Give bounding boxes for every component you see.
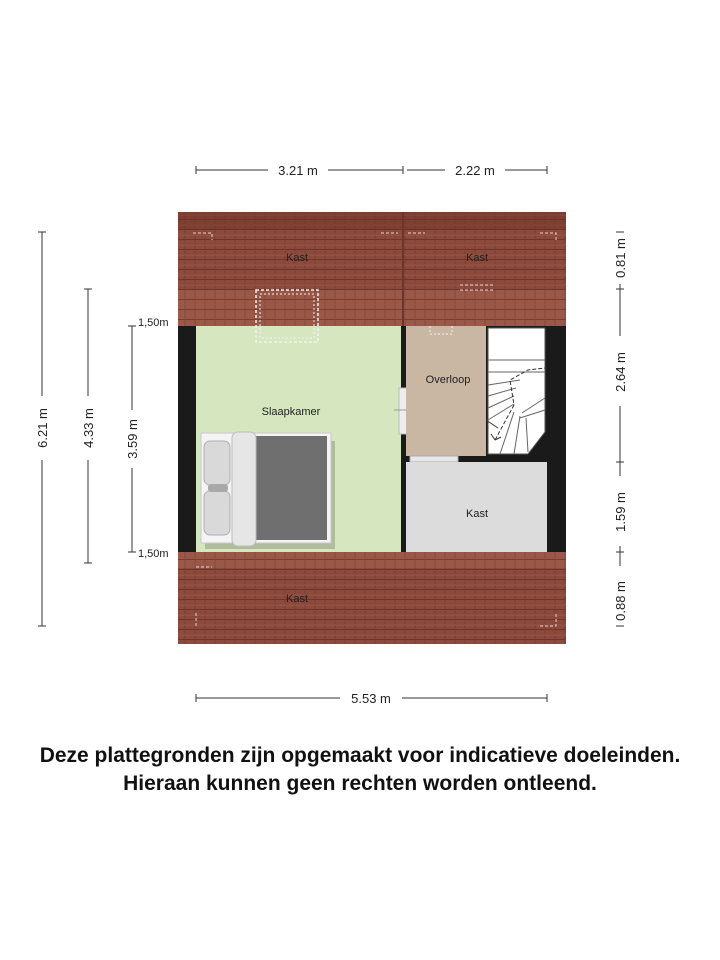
room-label-overloop: Overloop <box>425 374 471 386</box>
top-dimension <box>196 163 547 178</box>
left-dimensions <box>35 232 169 626</box>
wall-left <box>178 326 196 552</box>
room-label-kast-top-right: Kast <box>465 252 489 264</box>
dim-left-total: 6.21 m <box>35 408 50 448</box>
room-label-kast-top-left: Kast <box>285 252 309 264</box>
dim-top-left: 3.21 m <box>278 163 318 178</box>
dim-left-inner: 4.33 m <box>81 408 96 448</box>
stairs-icon <box>486 326 547 456</box>
wall-center <box>401 326 406 552</box>
overloop-floor <box>406 326 486 456</box>
dim-top-right: 2.22 m <box>455 163 495 178</box>
disclaimer-line-1: Deze plattegronden zijn opgemaakt voor indicatieve doeleinden. <box>39 744 681 767</box>
kast-middle-floor <box>406 462 547 552</box>
bed-icon <box>201 432 335 549</box>
room-label-kast-middle: Kast <box>465 508 489 520</box>
dim-right-overloop: 2.64 m <box>613 352 628 392</box>
disclaimer-line-2: Hieraan kunnen geen rechten worden ontleend. <box>123 772 597 795</box>
roof-top-edge <box>178 212 566 230</box>
room-label-slaapkamer: Slaapkamer <box>261 406 321 418</box>
dim-right-roof-top: 0.81 m <box>613 238 628 278</box>
roof-bottom-band <box>178 552 566 568</box>
height-label-bottom: 1,50m <box>138 548 169 560</box>
wall-right <box>547 326 566 552</box>
door-kast <box>410 456 458 462</box>
room-label-kast-bottom: Kast <box>285 593 309 605</box>
bottom-dimension <box>196 691 547 706</box>
dim-bottom-total: 5.53 m <box>351 691 391 706</box>
height-label-top: 1,50m <box>138 317 169 329</box>
right-dimensions <box>613 232 628 626</box>
dim-right-kast: 1.59 m <box>613 492 628 532</box>
dim-right-roof-bottom: 0.88 m <box>613 581 628 621</box>
dim-left-room: 3.59 m <box>125 419 140 459</box>
roof-top-lowband <box>178 290 566 326</box>
